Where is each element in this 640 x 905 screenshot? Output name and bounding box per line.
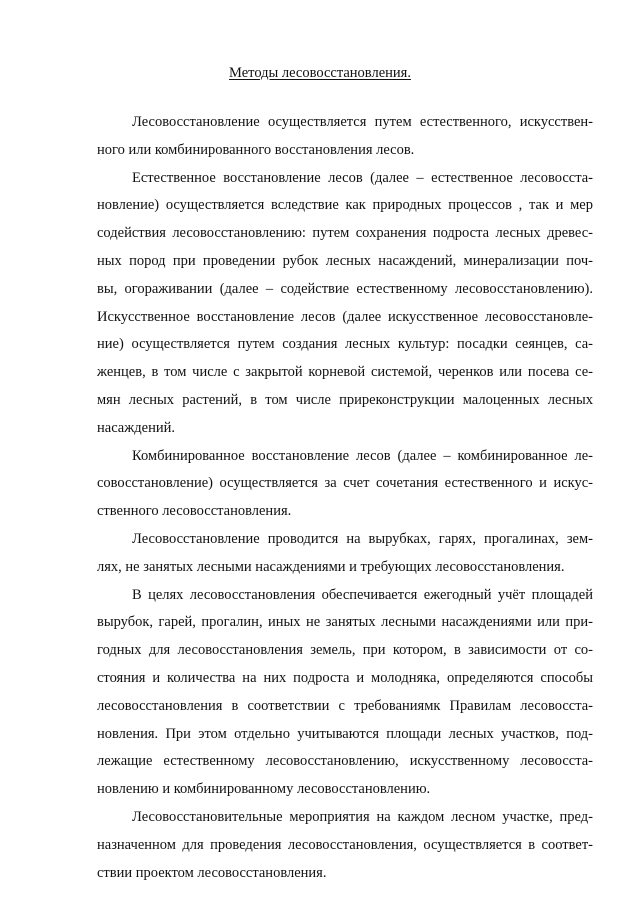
p5-line-6: новления. При этом отдельно учитываются площади лесных участков, под-	[97, 725, 593, 742]
p6-line-3: ствии проектом лесовосстановления.	[97, 864, 327, 881]
p3-line-1: Комбинированное восстановление лесов (далее – комбинированное ле-	[132, 447, 593, 464]
p5-line-4: стояния и количества на них подроста и молодняка, определяются способы	[97, 669, 593, 686]
p2-line-2: новление) осуществляется вследствие как природных процессов , так и мер	[97, 197, 593, 214]
p6-line-2: назначенном для проведения лесовосстановления, осуществляется в соответ-	[97, 836, 593, 853]
p5-line-7: лежащие естественному лесовосстановлению, искусственному лесовосста-	[97, 753, 593, 770]
document-body	[97, 109, 593, 887]
p4-line-2: лях, не занятых лесными насаждениями и требующих лесовосстановления.	[97, 558, 565, 575]
p2-line-3: содействия лесовосстановлению: путем сохранения подроста лесных древес-	[97, 225, 593, 242]
p6-line-1: Лесовосстановительные мероприятия на каждом лесном участке, пред-	[132, 808, 593, 825]
p2-line-1: Естественное восстановление лесов (далее – естественное лесовосста-	[132, 169, 593, 186]
document-title: Методы лесовосстановления.	[229, 65, 411, 81]
p2-line-7: ние) осуществляется путем создания лесных культур: посадки сеянцев, са-	[97, 336, 593, 353]
p2-line-8: женцев, в том числе с закрытой корневой системой, черенков или посева се-	[97, 364, 593, 381]
p5-line-1: В целях лесовосстановления обеспечивается ежегодный учёт площадей	[132, 586, 593, 603]
p5-line-2: вырубок, гарей, прогалин, иных не занятых лесными насаждениями или при-	[97, 614, 593, 631]
p5-line-5: лесовосстановления в соответствии с требованиямк Правилам лесовосста-	[97, 697, 593, 714]
p3-line-3: ственного лесовосстановления.	[97, 503, 292, 520]
p4-line-1: Лесовосстановление проводится на вырубках, гарях, прогалинах, зем-	[132, 530, 593, 547]
p1-line-2: ного или комбинированного восстановления лесов.	[97, 141, 415, 158]
p1-line-1: Лесовосстановление осуществляется путем естественного, искусствен-	[132, 114, 593, 130]
p2-line-10: насаждений.	[97, 419, 175, 436]
p2-line-6: Искусственное восстановление лесов (далее искусственное лесовосстановле-	[97, 308, 593, 325]
p5-line-8: новлению и комбинированному лесовосстановлению.	[97, 781, 431, 798]
p2-line-4: ных пород при проведении рубок лесных насаждений, минерализации поч-	[97, 252, 593, 269]
p3-line-2: совосстановление) осуществляется за счет сочетания естественного и искус-	[97, 475, 593, 492]
p2-line-9: мян лесных растений, в том числе приреконструкции малоценных лесных	[97, 391, 593, 408]
p5-line-3: годных для лесовосстановления земель, при котором, в зависимости от со-	[97, 642, 593, 659]
p2-line-5: вы, огораживании (далее – содействие естественному лесовосстановлению).	[97, 280, 593, 297]
